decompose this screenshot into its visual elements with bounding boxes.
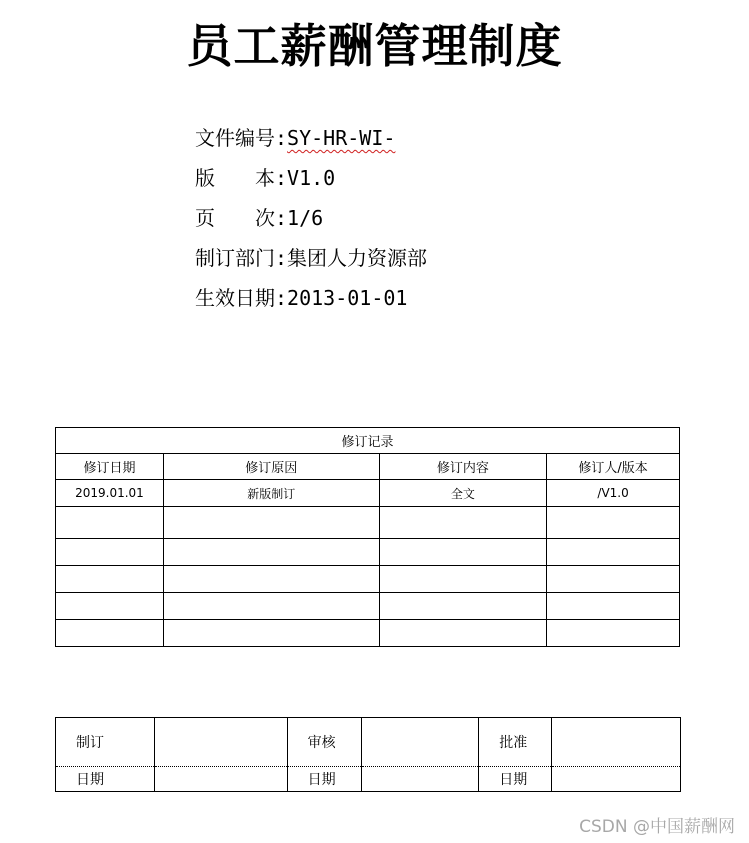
meta-value-pages: 1/6 xyxy=(287,206,324,230)
meta-separator: : xyxy=(275,166,288,190)
table-cell xyxy=(547,507,680,539)
meta-label: 生效日期 xyxy=(195,286,275,310)
table-cell xyxy=(163,566,379,593)
table-cell xyxy=(163,620,379,647)
approved-by-field xyxy=(552,718,681,767)
meta-label: 页 次 xyxy=(195,206,275,230)
date-field xyxy=(154,767,287,792)
table-cell xyxy=(379,620,547,647)
date-field xyxy=(361,767,479,792)
meta-row-department xyxy=(195,244,427,284)
signature-table xyxy=(55,717,681,792)
date-label: 日期 xyxy=(56,767,155,792)
revision-table xyxy=(55,427,680,647)
table-cell xyxy=(163,507,379,539)
meta-value-department: 集团人力资源部 xyxy=(287,246,428,270)
watermark: CSDN @中国薪酬网 xyxy=(579,817,735,837)
meta-row-effective-date xyxy=(195,284,427,324)
table-cell: 新版制订 xyxy=(163,480,379,507)
meta-value-effective-date: 2013-01-01 xyxy=(287,286,408,310)
meta-separator: : xyxy=(275,206,288,230)
table-cell xyxy=(56,566,164,593)
date-row xyxy=(56,767,681,792)
table-cell xyxy=(547,593,680,620)
document-title: 员工薪酬管理制度 xyxy=(186,19,563,73)
table-cell xyxy=(56,620,164,647)
table-cell xyxy=(379,539,547,566)
meta-value-version: V1.0 xyxy=(287,166,336,190)
table-cell xyxy=(163,539,379,566)
table-cell: /V1.0 xyxy=(547,480,680,507)
prepared-by-label: 制订 xyxy=(56,718,155,767)
table-cell xyxy=(547,539,680,566)
revision-table-caption: 修订记录 xyxy=(56,428,680,454)
table-cell xyxy=(56,593,164,620)
table-cell xyxy=(56,507,164,539)
meta-label: 制订部门 xyxy=(195,246,275,270)
meta-separator: : xyxy=(275,246,288,270)
table-row xyxy=(56,593,680,620)
prepared-by-field xyxy=(154,718,287,767)
meta-row-file-number xyxy=(195,124,427,164)
approved-by-label: 批准 xyxy=(479,718,552,767)
meta-row-version xyxy=(195,164,427,204)
table-cell xyxy=(56,539,164,566)
column-header: 修订原因 xyxy=(163,454,379,480)
table-row xyxy=(56,539,680,566)
table-cell xyxy=(379,593,547,620)
date-field xyxy=(552,767,681,792)
meta-separator: : xyxy=(275,126,288,150)
document-meta xyxy=(195,124,427,324)
signature-row xyxy=(56,718,681,767)
table-row xyxy=(56,620,680,647)
table-cell xyxy=(379,507,547,539)
table-cell: 全文 xyxy=(379,480,547,507)
column-header: 修订内容 xyxy=(379,454,547,480)
table-cell xyxy=(379,566,547,593)
table-cell xyxy=(163,593,379,620)
table-cell xyxy=(547,566,680,593)
meta-row-pages xyxy=(195,204,427,244)
table-cell: 2019.01.01 xyxy=(56,480,164,507)
table-cell xyxy=(547,620,680,647)
table-row xyxy=(56,507,680,539)
reviewed-by-field xyxy=(361,718,479,767)
meta-label: 版 本 xyxy=(195,166,275,190)
reviewed-by-label: 审核 xyxy=(287,718,361,767)
table-row xyxy=(56,566,680,593)
date-label: 日期 xyxy=(479,767,552,792)
date-label: 日期 xyxy=(287,767,361,792)
column-header: 修订人/版本 xyxy=(547,454,680,480)
revision-table-header xyxy=(56,454,680,480)
column-header: 修订日期 xyxy=(56,454,164,480)
meta-label: 文件编号 xyxy=(195,126,275,150)
table-row xyxy=(56,480,680,507)
meta-separator: : xyxy=(275,286,288,310)
meta-value-file-number: SY-HR-WI- xyxy=(287,126,396,150)
